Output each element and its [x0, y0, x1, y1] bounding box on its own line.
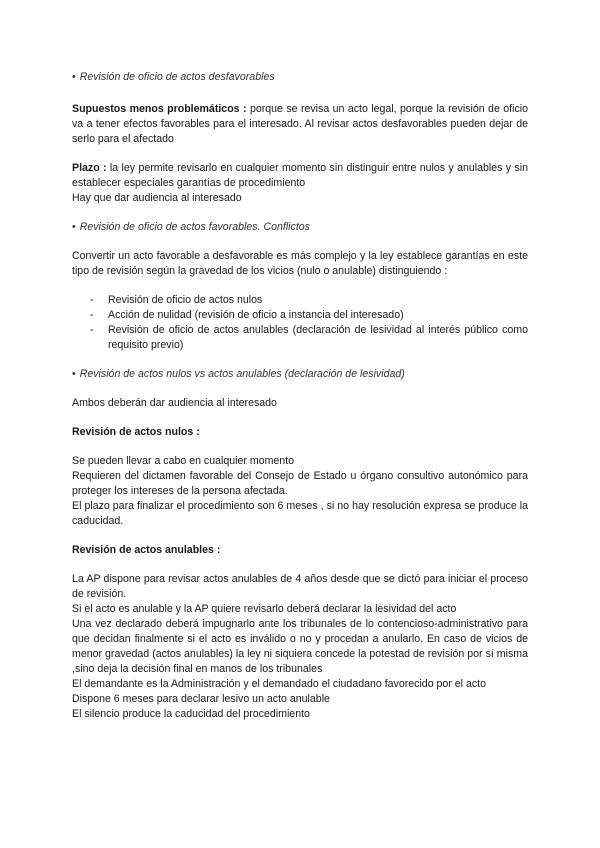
bullet-mark: • — [72, 368, 76, 380]
paragraph-ambos: Ambos deberán dar audiencia al interesado — [72, 397, 277, 409]
bold-lead: Supuestos menos problemáticos : — [72, 103, 247, 115]
text-line: Se pueden llevar a cabo en cualquier momento — [72, 455, 295, 467]
section-heading-desfavorables — [72, 70, 528, 85]
text-line: El silencio produce la caducidad del procedimiento — [72, 708, 310, 720]
heading-text: Revisión de actos nulos vs actos anulables (declaración de lesividad) — [79, 368, 405, 380]
bold-lead: Plazo : — [72, 162, 107, 174]
heading-text: Revisión de oficio de actos desfavorables — [79, 71, 275, 83]
list-item — [72, 323, 528, 353]
nulos-paragraph — [72, 454, 528, 529]
list-item — [72, 308, 528, 323]
text-line: La AP dispone para revisar actos anulables de 4 años desde que se dictó para iniciar el proceso de revisión. — [72, 573, 528, 600]
text-line: Si el acto es anulable y la AP quiere revisarlo deberá declarar la lesividad del acto — [72, 603, 457, 615]
dash-mark: - — [90, 324, 94, 336]
text-line: Dispone 6 meses para declarar lesivo un acto anulable — [72, 693, 330, 705]
paragraph-line: Hay que dar audiencia al interesado — [72, 192, 242, 204]
paragraph-text: porque se revisa un acto legal, porque la revisión de oficio va a tener efectos favorables para el interesado. Al revisar actos desfavorables pueden dejar de serlo para el afectado — [72, 103, 528, 145]
bullet-mark: • — [72, 71, 76, 83]
heading-actos-anulables: Revisión de actos anulables : — [72, 544, 221, 556]
paragraph-text: la ley permite revisarlo en cualquier momento sin distinguir entre nulos y anulables y sin establecer especiales garantías de procedimiento — [72, 162, 528, 189]
list-item — [72, 293, 528, 308]
document-body — [72, 70, 528, 722]
anulables-paragraph — [72, 572, 528, 722]
paragraph-convertir: Convertir un acto favorable a desfavorable es más complejo y la ley establece garantías en este tipo de revisión según la gravedad de los vicios (nulo o anulable) distinguiendo : — [72, 250, 528, 277]
section-heading-favorables — [72, 220, 528, 235]
heading-text: Revisión de oficio de actos favorables. Conflictos — [79, 221, 310, 233]
dash-mark: - — [90, 294, 94, 306]
text-line: El plazo para finalizar el procedimiento son 6 meses , si no hay resolución expresa se produce la caducidad. — [72, 500, 528, 527]
paragraph-plazo — [72, 161, 528, 206]
paragraph-supuestos — [72, 102, 528, 147]
revision-list — [72, 293, 528, 353]
dash-mark: - — [90, 309, 94, 321]
bullet-mark: • — [72, 221, 76, 233]
section-heading-nulos-vs-anulables — [72, 367, 528, 382]
list-item-text: Revisión de oficio de actos nulos — [108, 294, 263, 306]
list-item-text: Revisión de oficio de actos anulables (declaración de lesividad al interés público como requisito previo) — [108, 324, 528, 351]
text-line: Requieren del dictamen favorable del Consejo de Estado u órgano consultivo autonómico para proteger los intereses de la persona afectada. — [72, 470, 528, 497]
list-item-text: Acción de nulidad (revisión de oficio a instancia del interesado) — [108, 309, 404, 321]
text-line: Una vez declarado deberá impugnarlo ante los tribunales de lo contencioso-administrativo para que decidan finalmente si el acto es inválido o no y procedan a anularlo. En caso de vicios de menor gravedad (actos anulables) la ley ni siquiera concede la potestad de revisión por sí misma ,sino deja la decisión final en manos de los tribunales — [72, 618, 528, 675]
heading-actos-nulos: Revisión de actos nulos : — [72, 426, 200, 438]
text-line: El demandante es la Administración y el demandado el ciudadano favorecido por el acto — [72, 678, 487, 690]
